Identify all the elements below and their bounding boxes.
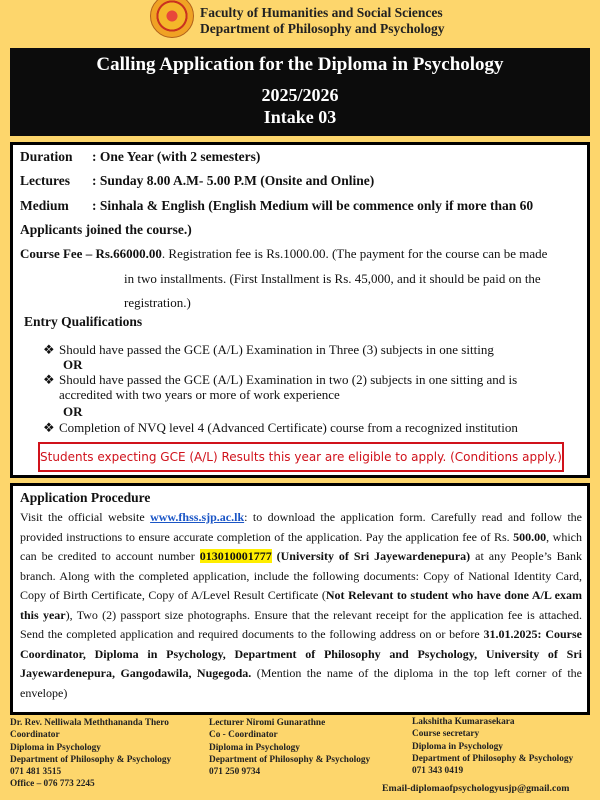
fee-line-2: in two installments. (First Installment is Rs. 45,000, and it should be paid on the <box>124 271 541 286</box>
diamond-bullet-icon: ❖ <box>43 342 55 357</box>
duration-value: : One Year (with 2 semesters) <box>92 149 261 164</box>
qualification-item: ❖ Should have passed the GCE (A/L) Examination in Three (3) subjects in one sitting <box>43 342 494 357</box>
lectures-label: Lectures <box>20 173 70 188</box>
contact-co-coordinator: Lecturer Niromi Gunarathne Co - Coordinator Diploma in Psychology Department of Philosophy & Psychology 071 250 9734 <box>209 718 371 778</box>
application-fee: 500.00 <box>513 529 547 544</box>
course-fee: Course Fee – Rs.66000.00 <box>20 246 162 261</box>
page-title: Calling Application for the Diploma in Psychology <box>96 54 504 75</box>
diamond-bullet-icon: ❖ <box>43 372 55 387</box>
eligibility-notice: Students expecting GCE (A/L) Results this year are eligible to apply. (Conditions apply.) <box>38 442 564 472</box>
mailing-address: : Course Coordinator, Diploma in Psychology, Department of Philosophy and Psychology, University of Sri Jayewardenepura, Gangodawila, Nugegoda. <box>20 627 582 680</box>
or-separator: OR <box>63 404 83 419</box>
medium-continued: Applicants joined the course.) <box>20 222 192 237</box>
account-number: 013010001777 <box>199 549 272 563</box>
entry-qualifications-title: Entry Qualifications <box>24 314 143 329</box>
contact-secretary: Lakshitha Kumarasekara Course secretary Diploma in Psychology Department of Philosophy & Psychology 071 343 0419 <box>412 717 574 777</box>
intake: Intake 03 <box>263 107 337 127</box>
lectures-value: : Sunday 8.00 A.M- 5.00 P.M (Onsite and Online) <box>92 173 375 188</box>
contact-coordinator: Dr. Rev. Nelliwala Meththananda Thero Coordinator Diploma in Psychology Department of Philosophy & Psychology 071 481 3515 Office – 076 773 2245 <box>10 718 172 790</box>
fee-line-3: registration.) <box>124 295 191 310</box>
contact-email[interactable]: Email-diplomaofpsychologyusjp@gmail.com <box>382 783 570 794</box>
academic-year: 2025/2026 <box>261 85 339 105</box>
university-logo <box>150 0 194 38</box>
course-details-box <box>10 142 590 478</box>
fee-row <box>20 246 547 262</box>
title-banner <box>10 48 590 136</box>
website-link[interactable]: www.fhss.sjp.ac.lk <box>150 510 245 524</box>
procedure-title: Application Procedure <box>20 490 151 505</box>
diamond-bullet-icon: ❖ <box>43 420 55 435</box>
qualification-item: ❖ Should have passed the GCE (A/L) Examination in two (2) subjects in one sitting and is accredited with two years or more of work experience <box>43 372 518 402</box>
header <box>0 0 600 42</box>
or-separator: OR <box>63 357 83 372</box>
medium-row <box>20 198 533 214</box>
duration-label: Duration <box>20 149 73 164</box>
faculty-name: Faculty of Humanities and Social Sciences <box>200 5 443 20</box>
lectures-row <box>20 173 374 189</box>
qualification-item: ❖ Completion of NVQ level 4 (Advanced Certificate) course from a recognized institution <box>43 420 518 435</box>
medium-label: Medium <box>20 198 69 213</box>
medium-value: : Sinhala & English (English Medium will be commence only if more than 60 <box>92 198 534 213</box>
deadline: 31.01.2025 <box>483 627 538 641</box>
fee-text: . Registration fee is Rs.1000.00. (The payment for the course can be made <box>161 246 548 261</box>
department-name: Department of Philosophy and Psychology <box>200 21 445 36</box>
procedure-text: Visit the official website www.fhss.sjp.ac.lk: to download the application form. Carefully read and follow the provided instructions to ensure accurate completion of the application. Pay the application fee of Rs. 500.00, which can be credited to account number 013010001777 (University of Sri Jayewardenepura) at any People’s Bank branch. Along with the completed application, include the following documents: Copy of National Identity Card, Copy of Birth Certificate, Copy of A/Level Result Certificate (Not Relevant to student who have done A/L exam this year), Two (2) passport size photographs. Ensure that the relevant receipt for the application fee is attached. Send the completed application and required documents to the following address on or before 31.01.2025: Course Coordinator, Diploma in Psychology, Department of Philosophy and Psychology, University of Sri Jayewardenepura, Gangodawila, Nugegoda. (Mention the name of the diploma in the top left corner of the envelope) <box>20 510 583 700</box>
duration-row <box>20 149 260 165</box>
application-procedure-box <box>10 483 590 715</box>
